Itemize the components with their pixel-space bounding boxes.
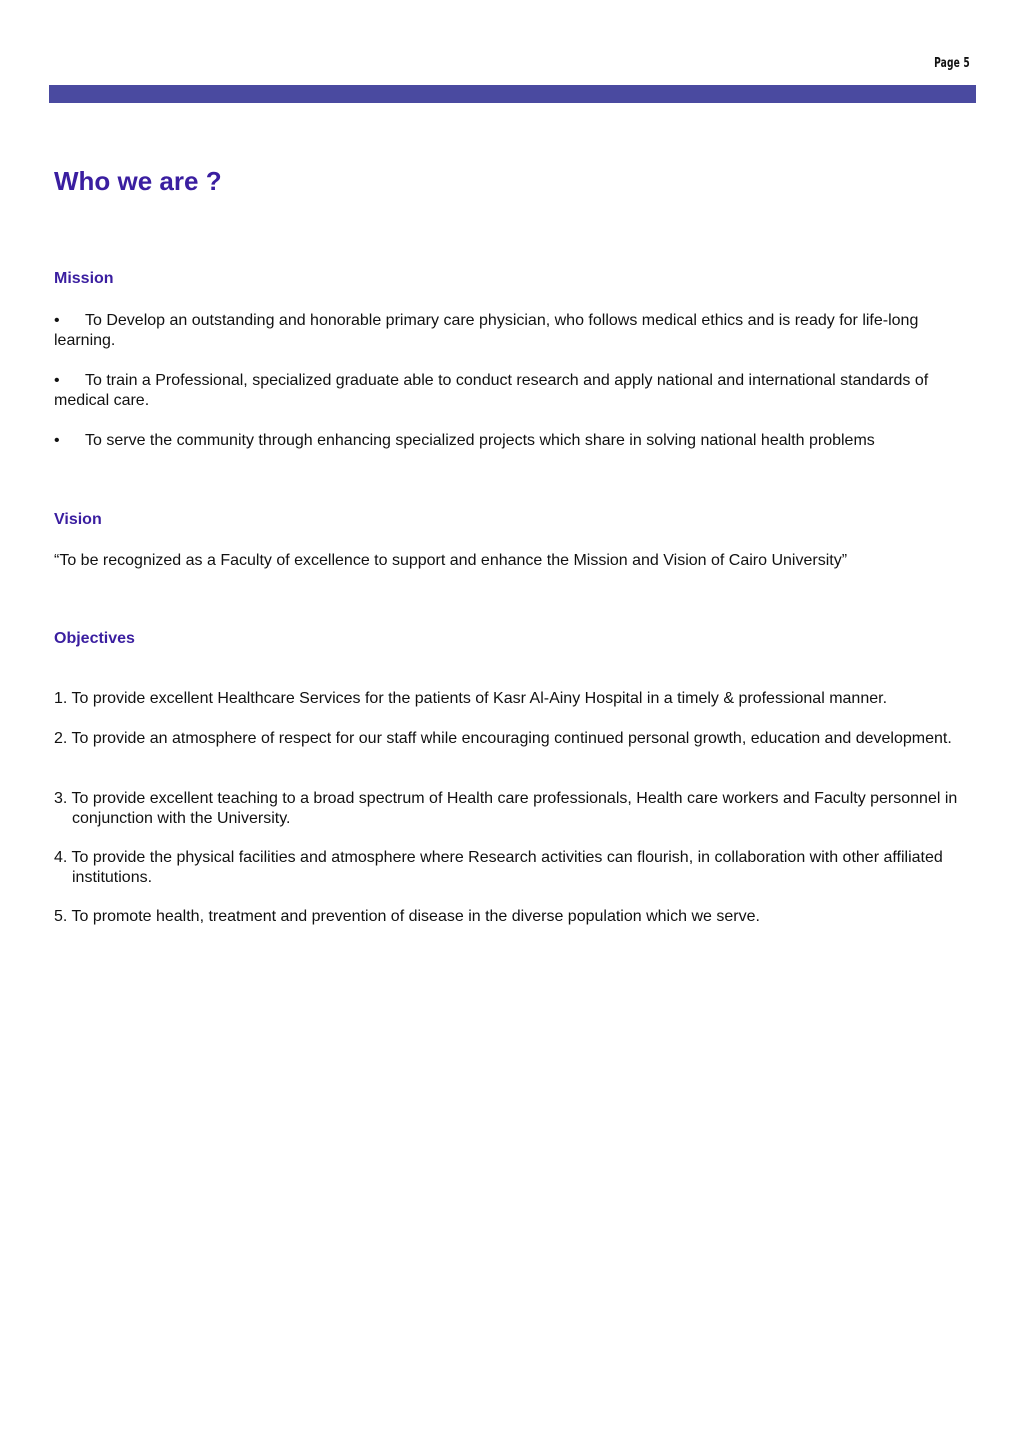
page-title: Who we are ? [54, 166, 222, 196]
objective-item: 5. To promote health, treatment and prevention of disease in the diverse population which we serve. [54, 908, 760, 925]
vision-heading: Vision [54, 511, 102, 528]
bullet-icon: • [54, 432, 60, 449]
objective-item: 4. To provide the physical facilities and atmosphere where Research activities can flourish, in collaboration with other affiliated institutions. [54, 849, 943, 886]
objective-item: 2. To provide an atmosphere of respect for our staff while encouraging continued personal growth, education and development. [54, 730, 952, 747]
vision-text: “To be recognized as a Faculty of excellence to support and enhance the Mission and Vision of Cairo University” [54, 552, 848, 569]
mission-item-text: To serve the community through enhancing specialized projects which share in solving national health problems [85, 432, 875, 449]
objective-item: 3. To provide excellent teaching to a broad spectrum of Health care professionals, Health care workers and Faculty personnel in conjunction with the University. [54, 790, 958, 827]
mission-heading: Mission [54, 270, 114, 287]
objectives-heading: Objectives [54, 630, 135, 647]
bullet-icon: • [54, 372, 60, 389]
page-number: Page 5 [934, 56, 970, 71]
mission-item-text: To train a Professional, specialized graduate able to conduct research and apply national and international standards of medical care. [54, 372, 929, 409]
mission-item [54, 431, 969, 451]
objective-item: 1. To provide excellent Healthcare Services for the patients of Kasr Al-Ainy Hospital in a timely & professional manner. [54, 690, 888, 707]
mission-item-text: To Develop an outstanding and honorable primary care physician, who follows medical ethics and is ready for life-long learning. [54, 312, 919, 349]
bullet-icon: • [54, 312, 60, 329]
mission-item [54, 311, 969, 351]
header-bar [49, 85, 976, 103]
mission-item [54, 371, 969, 411]
